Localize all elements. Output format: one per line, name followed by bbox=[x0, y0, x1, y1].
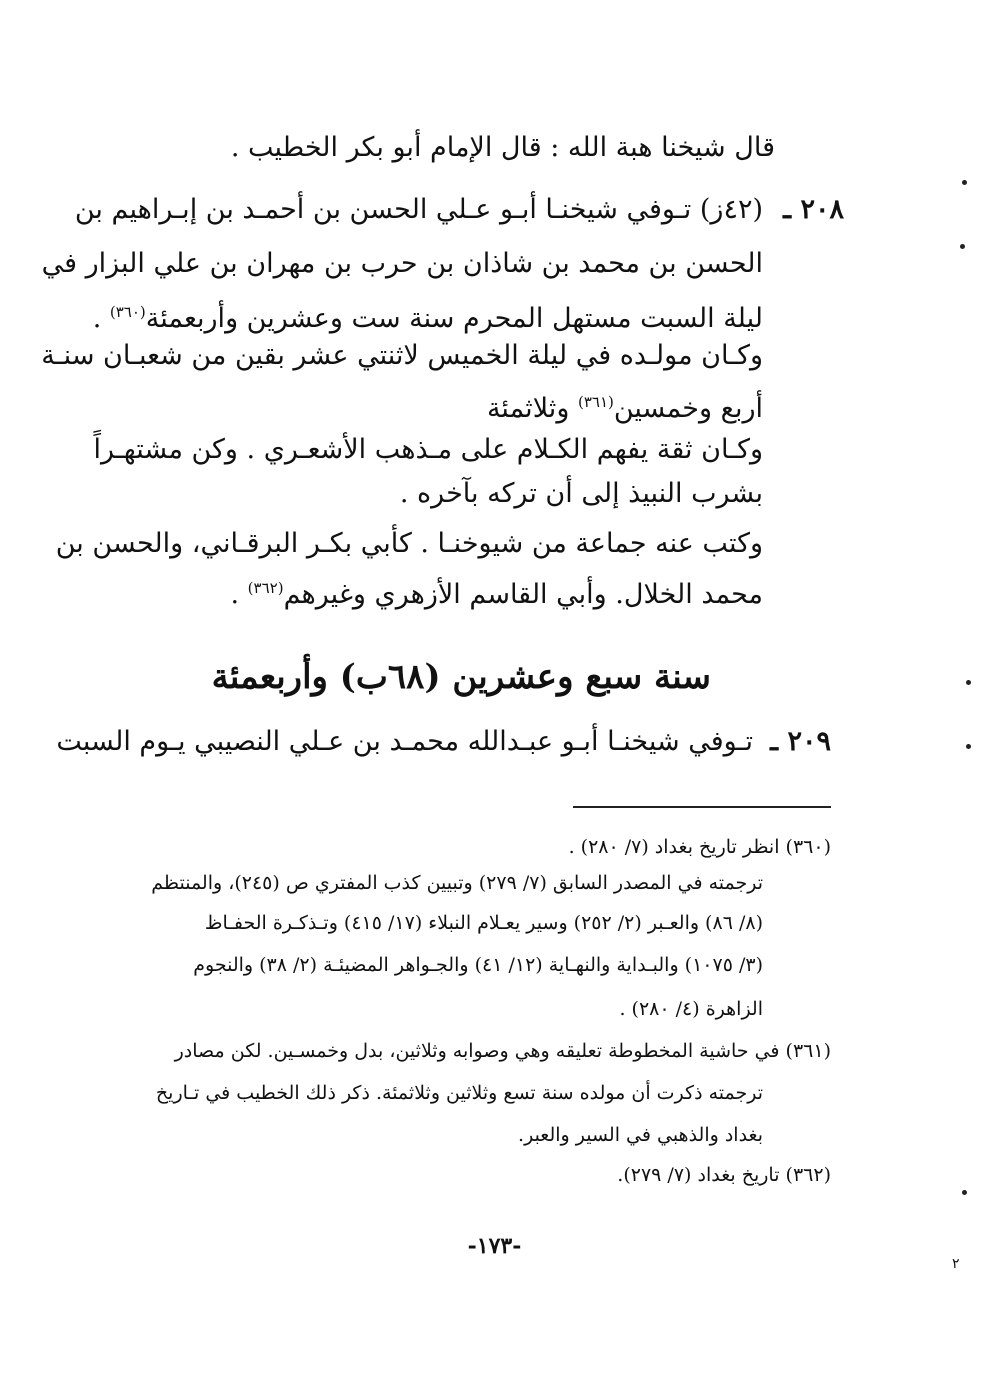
entry-208-line-5-tail: وثلاثمئة bbox=[486, 393, 570, 424]
entry-208-line-4: وكـان مولـده في ليلة الخميس لاثنتي عشر بقين من شعبـان سنـة bbox=[41, 340, 763, 371]
margin-speck bbox=[962, 1190, 967, 1195]
margin-speck bbox=[966, 744, 971, 749]
footnote-360-line-5: الزاهرة (٤/ ٢٨٠) . bbox=[619, 998, 763, 1020]
entry-208-line-8: وكتب عنه جماعة من شيوخنـا . كأبي بكـر البرقـاني، والحسن بن bbox=[55, 528, 763, 559]
entry-number-209: ٢٠٩ ـ bbox=[770, 726, 831, 757]
footnote-361: (٣٦١) في حاشية المخطوطة تعليقه وهي وصوابه وثلاثين، بدل وخمسـين. لكن مصادر bbox=[174, 1040, 831, 1062]
footnote-361-line-2: ترجمته ذكرت أن مولده سنة تسع وثلاثين وثلاثمئة. ذكر ذلك الخطيب في تـاريخ bbox=[155, 1082, 763, 1104]
entry-208-line-9-end: . bbox=[230, 579, 248, 610]
footnote-separator bbox=[573, 806, 831, 808]
entry-208-line-2: الحسن بن محمد بن شاذان بن حرب بن مهران بن علي البزار في bbox=[41, 248, 763, 279]
entry-number-208: ٢٠٨ ـ bbox=[783, 194, 844, 225]
entry-208-line-9 bbox=[231, 568, 764, 615]
entry-208-line-3-end: . bbox=[92, 303, 110, 334]
entry-208-line-5-text: أربع وخمسين bbox=[613, 393, 763, 424]
footnote-361-line-3: بغداد والذهبي في السير والعبر. bbox=[518, 1124, 763, 1146]
section-heading: سنة سبع وعشرين (٦٨ب) وأربعمئة bbox=[211, 657, 711, 697]
footnote-360-line-2: ترجمته في المصدر السابق (٧/ ٢٧٩) وتبيين كذب المفتري ص (٢٤٥)، والمنتظم bbox=[151, 872, 763, 894]
footnote-360: (٣٦٠) انظر تاريخ بغداد (٧/ ٢٨٠) . bbox=[568, 836, 831, 858]
entry-209-line-1: تـوفي شيخنـا أبـو عبـدالله محمـد بن عـلي النصيبي يـوم السبت bbox=[56, 726, 753, 757]
intro-line: قال شيخنا هبة الله : قال الإمام أبو بكر الخطيب . bbox=[230, 132, 775, 163]
footnote-360-line-3: (٨/ ٨٦) والعـبر (٢/ ٢٥٢) وسير يعـلام النبلاء (١٧/ ٤١٥) وتـذكـرة الحفـاظ bbox=[204, 912, 763, 934]
margin-speck bbox=[966, 680, 971, 685]
entry-208-line-9-text: محمد الخلال. وأبي القاسم الأزهري وغيرهم bbox=[283, 579, 763, 610]
footnote-ref-360: (٣٦٠) bbox=[109, 303, 146, 321]
entry-208-line-3-text: ليلة السبت مستهل المحرم سنة ست وعشرين وأربعمئة bbox=[145, 303, 763, 334]
page-number: -١٧٣- bbox=[467, 1233, 522, 1259]
entry-208-line-7: بشرب النبيذ إلى أن تركه بآخره . bbox=[399, 478, 763, 509]
entry-208-line-3 bbox=[93, 292, 763, 339]
entry-208-line-6: وكـان ثقة يفهم الكـلام على مـذهب الأشعـري . وكن مشتهـراً bbox=[93, 434, 763, 465]
footnote-ref-361: (٣٦١) bbox=[577, 393, 614, 411]
margin-speck bbox=[962, 180, 967, 185]
margin-mark: ٢ bbox=[952, 1256, 960, 1272]
footnote-ref-362: (٣٦٢) bbox=[247, 579, 284, 597]
footnote-362: (٣٦٢) تاريخ بغداد (٧/ ٢٧٩). bbox=[617, 1164, 831, 1186]
entry-208-line-5 bbox=[487, 382, 763, 429]
footnote-360-line-4: (٣/ ١٠٧٥) والبـداية والنهـاية (١٢/ ٤١) والجـواهر المضيئـة (٢/ ٣٨) والنجوم bbox=[193, 954, 763, 976]
entry-208-line-1: (٤٢ز) تـوفي شيخنـا أبـو عـلي الحسن بن أحمـد بن إبـراهيم بن bbox=[74, 194, 763, 225]
margin-speck bbox=[960, 244, 965, 249]
